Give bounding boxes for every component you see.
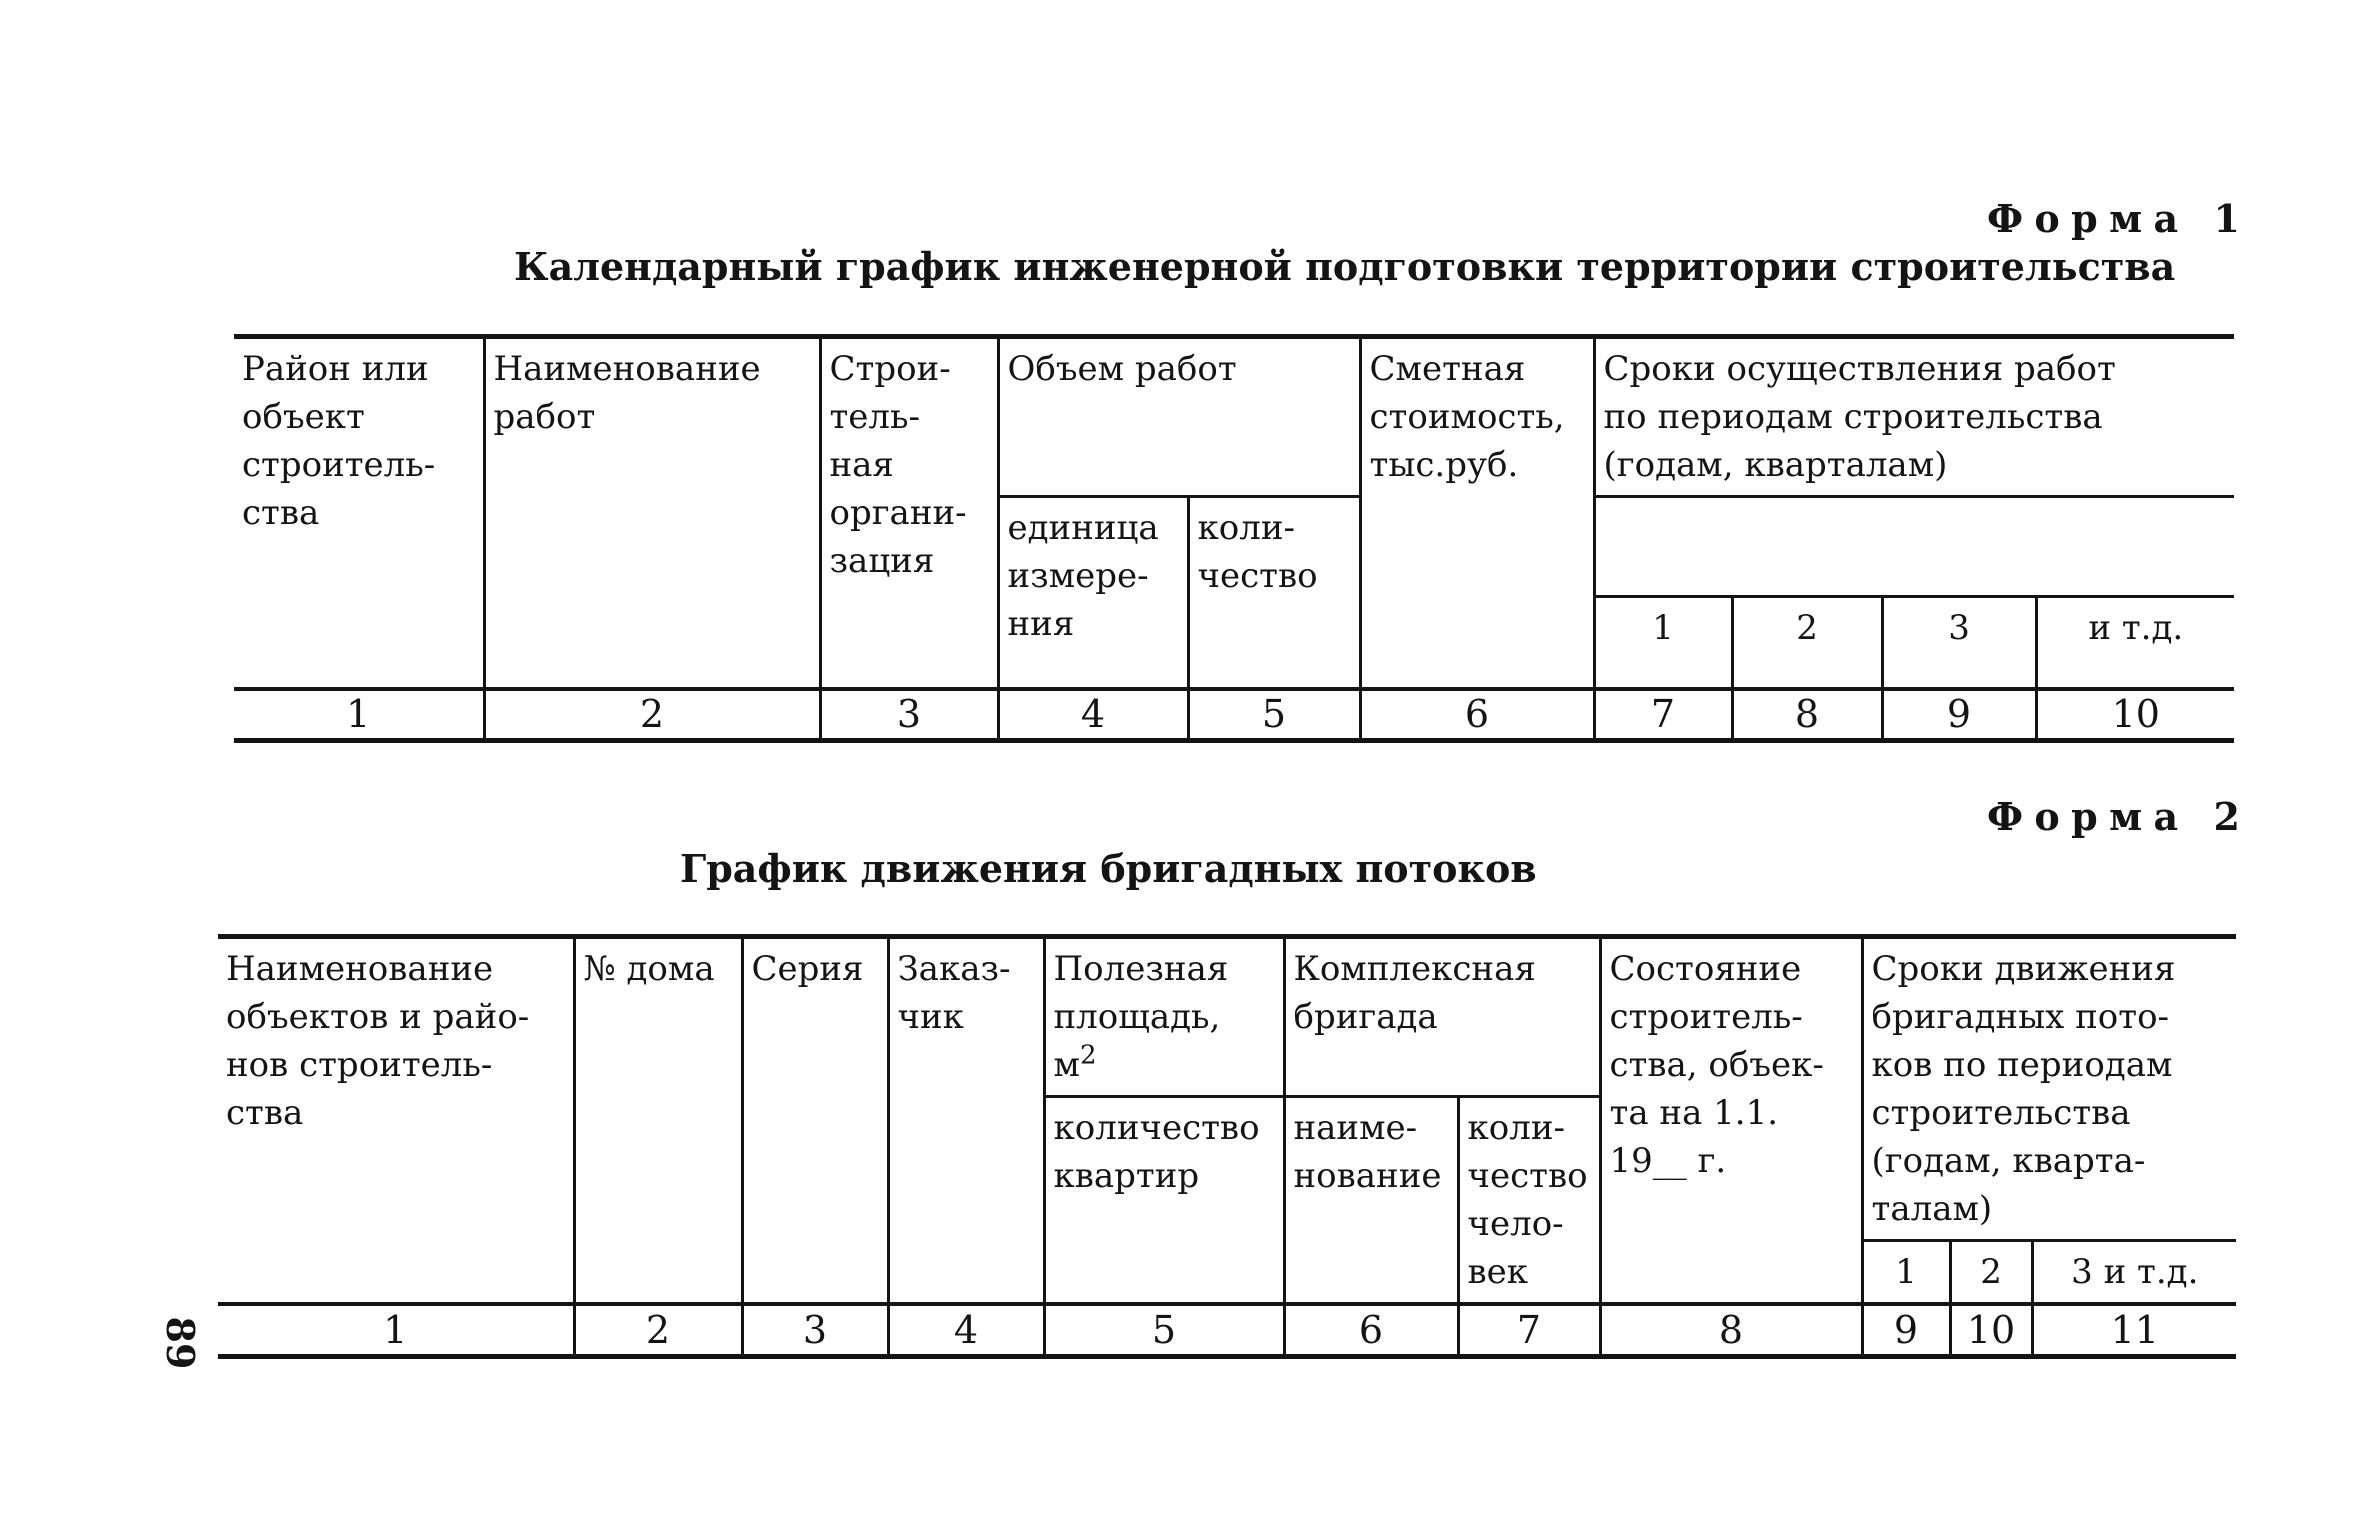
header-useful-area [1044, 937, 1284, 1097]
header-house-number: № дома [574, 937, 742, 1305]
form2-label-number: 2 [2213, 794, 2240, 839]
header-period: 3 и т.д. [2032, 1241, 2236, 1305]
column-number: 7 [1594, 689, 1732, 741]
header-period: и т.д. [2036, 597, 2234, 689]
column-number: 9 [1882, 689, 2036, 741]
header-brigade-count: коли- чество чело- век [1458, 1097, 1600, 1305]
column-number: 10 [2036, 689, 2234, 741]
header-organization: Строи- тель- ная органи- зация [820, 337, 998, 689]
header-terms: Сроки осуществления работ по периодам строительства (годам, кварталам) [1594, 337, 2234, 497]
header-work-name: Наименование работ [484, 337, 820, 689]
header-useful-area-text: Полезная площадь, м [1053, 949, 1229, 1085]
column-number: 4 [998, 689, 1188, 741]
header-apartments: количество квартир [1044, 1097, 1284, 1305]
form2-table [218, 934, 2236, 1359]
header-brigade-name: наиме- нование [1284, 1097, 1458, 1305]
column-number: 6 [1360, 689, 1594, 741]
column-number: 2 [484, 689, 820, 741]
form1-table [234, 334, 2234, 743]
column-number: 9 [1862, 1304, 1950, 1356]
header-state: Состояние строитель- ства, объек- та на 1.1. 19__ г. [1600, 937, 1862, 1305]
header-period: 2 [1732, 597, 1882, 689]
column-number: 8 [1732, 689, 1882, 741]
column-number: 1 [218, 1304, 574, 1356]
header-volume: Объем работ [998, 337, 1360, 497]
header-period: 1 [1594, 597, 1732, 689]
form1-label [1800, 196, 2240, 241]
column-number: 11 [2032, 1304, 2236, 1356]
form1-label-number: 1 [2213, 196, 2240, 241]
header-period: 2 [1950, 1241, 2032, 1305]
form2-title: График движения бригадных потоков [680, 846, 1537, 891]
column-number: 5 [1188, 689, 1360, 741]
header-customer: Заказ- чик [888, 937, 1044, 1305]
header-series: Серия [742, 937, 888, 1305]
header-terms: Сроки движения бригадных пото- ков по периодам строительства (годам, кварта- талам) [1862, 937, 2236, 1241]
header-district: Район или объект строитель- ства [234, 337, 484, 689]
header-brigade: Комплексная бригада [1284, 937, 1600, 1097]
header-unit: единица измере- ния [998, 497, 1188, 689]
column-number: 2 [574, 1304, 742, 1356]
header-period: 1 [1862, 1241, 1950, 1305]
column-number: 10 [1950, 1304, 2032, 1356]
column-number: 3 [742, 1304, 888, 1356]
column-number: 8 [1600, 1304, 1862, 1356]
column-number: 3 [820, 689, 998, 741]
form2-label [1800, 794, 2240, 839]
header-useful-area-sup: 2 [1079, 1040, 1097, 1071]
form2-label-text: Форма [1986, 794, 2190, 839]
header-cost: Сметная стоимость, тыс.руб. [1360, 337, 1594, 689]
column-number: 5 [1044, 1304, 1284, 1356]
column-number: 4 [888, 1304, 1044, 1356]
column-number: 1 [234, 689, 484, 741]
header-objects: Наименование объектов и райо- нов строитель- ства [218, 937, 574, 1305]
header-period: 3 [1882, 597, 2036, 689]
page-number: 89 [158, 1316, 203, 1370]
column-number: 7 [1458, 1304, 1600, 1356]
column-number: 6 [1284, 1304, 1458, 1356]
header-quantity: коли- чество [1188, 497, 1360, 689]
form1-label-text: Форма [1986, 196, 2190, 241]
form1-title: Календарный график инженерной подготовки территории строительства [514, 244, 2176, 289]
